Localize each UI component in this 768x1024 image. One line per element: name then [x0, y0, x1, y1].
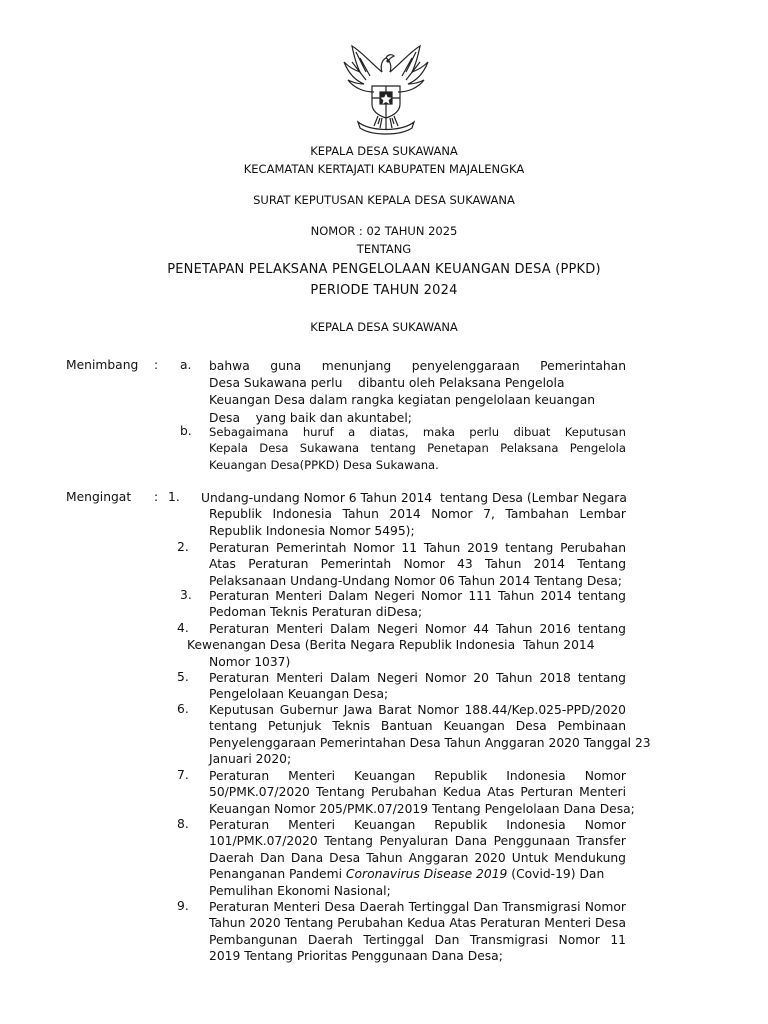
mengingat-marker-6: 6.: [177, 702, 189, 716]
text-line: Peraturan Menteri Dalam Negeri Nomor 111 Tahun 2014 tentang: [209, 589, 626, 603]
text-line: Peraturan Pemerintah Nomor 11 Tahun 2019 tentang Perubahan: [209, 541, 626, 555]
text-fragment: Penanganan Pandemi: [209, 867, 346, 882]
text-line: Peraturan Menteri Keuangan Republik Indonesia Nomor: [209, 769, 626, 783]
text-line: Republik Indonesia Tahun 2014 Nomor 7, Tambahan Lembar: [209, 507, 626, 522]
mengingat-item-4: [187, 621, 626, 670]
menimbang-item-a: [209, 358, 626, 427]
text-line: Desa yang baik dan akuntabel;: [209, 410, 412, 425]
mengingat-item-9: [209, 899, 626, 965]
mengingat-marker-4: 4.: [177, 621, 189, 635]
text-line: Pengelolaan Keuangan Desa;: [209, 687, 389, 702]
text-fragment: (Covid-19) Dan: [507, 867, 605, 882]
text-line: Keuangan Desa(PPKD) Desa Sukawana.: [209, 457, 439, 472]
mengingat-marker-8: 8.: [177, 817, 189, 831]
text-line: Keuangan Desa dalam rangka kegiatan pengelolaan keuangan: [209, 393, 596, 408]
text-line: Peraturan Menteri Desa Daerah Tertinggal Dan Transmigrasi Nomor: [209, 900, 626, 914]
header-line-2: KECAMATAN KERTAJATI KABUPATEN MAJALENGKA: [243, 162, 525, 176]
mengingat-item-7: [209, 768, 635, 817]
text-line: Undang-undang Nomor 6 Tahun 2014 tentang Desa (Lembar Negara: [201, 491, 627, 505]
menimbang-marker-b: b.: [180, 424, 192, 438]
text-line: Peraturan Menteri Dalam Negeri Nomor 20 Tahun 2018 tentang: [209, 671, 626, 685]
text-line: 101/PMK.07/2020 Tentang Penyaluran Dana Penggunaan Transfer: [209, 834, 626, 849]
text-line: tentang Petunjuk Teknis Bantuan Keuangan Desa Pembinaan: [209, 719, 626, 734]
garuda-emblem-icon: [336, 42, 436, 136]
text-line: Keputusan Gubernur Jawa Barat Nomor 188.44/Kep.025-PPD/2020: [209, 703, 626, 717]
decree-title-line-2: PERIODE TAHUN 2024: [310, 283, 458, 298]
menimbang-marker-a: a.: [180, 358, 192, 372]
text-line: Nomor 1037): [209, 654, 291, 669]
mengingat-marker-7: 7.: [177, 768, 189, 782]
mengingat-marker-5: 5.: [177, 670, 189, 684]
text-line: Sebagaimana huruf a diatas, maka perlu dibuat Keputusan: [209, 425, 626, 439]
text-line: 50/PMK.07/2020 Tentang Perubahan Kedua Atas Perturan Menteri: [209, 785, 626, 800]
mengingat-item-8: [209, 817, 626, 899]
mengingat-item-3: [209, 588, 626, 621]
menimbang-colon: :: [154, 358, 159, 372]
text-line: Tahun 2020 Tentang Perubahan Kedua Atas Peraturan Menteri Desa: [209, 916, 626, 931]
mengingat-marker-9: 9.: [177, 899, 189, 913]
text-line: Kepala Desa Sukawana tentang Penetapan Pelaksana Pengelola: [209, 441, 626, 456]
text-line: Kewenangan Desa (Berita Negara Republik Indonesia Tahun 2014: [187, 638, 595, 653]
text-line: Peraturan Menteri Dalam Negeri Nomor 44 Tahun 2016 tentang: [209, 622, 626, 636]
text-line: [209, 866, 626, 882]
mengingat-item-2: [209, 540, 626, 589]
mengingat-item-5: [209, 670, 626, 703]
mengingat-item-1: [201, 490, 627, 539]
mengingat-colon: :: [154, 490, 159, 504]
text-line: Januari 2020;: [209, 752, 292, 767]
text-line: 2019 Tentang Prioritas Penggunaan Dana Desa;: [209, 949, 503, 964]
text-line: Atas Peraturan Pemerintah Nomor 43 Tahun 2014 Tentang: [209, 557, 626, 572]
text-line: Pemulihan Ekonomi Nasional;: [209, 883, 391, 898]
kepala-desa-heading: KEPALA DESA SUKAWANA: [310, 320, 458, 334]
italic-term: Coronavirus Disease 2019: [345, 867, 508, 882]
text-line: Peraturan Menteri Keuangan Republik Indonesia Nomor: [209, 818, 626, 832]
text-line: Pedoman Teknis Peraturan diDesa;: [209, 605, 423, 620]
text-line: Pembangunan Daerah Tertinggal Dan Transmigrasi Nomor 11: [209, 932, 626, 947]
mengingat-item-6: [209, 702, 651, 768]
text-line: Desa Sukawana perlu dibantu oleh Pelaksana Pengelola: [209, 376, 565, 391]
decree-title-line-1: PENETAPAN PELAKSANA PENGELOLAAN KEUANGAN DESA (PPKD): [167, 262, 601, 277]
mengingat-marker-3: 3.: [180, 588, 192, 602]
text-line: Daerah Dan Dana Desa Tahun Anggaran 2020 Untuk Mendukung: [209, 850, 626, 865]
text-line: Pelaksanaan Undang-Undang Nomor 06 Tahun 2014 Tentang Desa;: [209, 573, 622, 588]
decree-heading: SURAT KEPUTUSAN KEPALA DESA SUKAWANA: [253, 193, 515, 207]
mengingat-marker-2: 2.: [177, 540, 189, 554]
mengingat-marker-1: 1.: [168, 490, 180, 504]
mengingat-label: Mengingat: [66, 490, 132, 504]
text-line: bahwa guna menunjang penyelenggaraan Pemerintahan: [209, 359, 626, 373]
text-line: Penyelenggaraan Pemerintahan Desa Tahun Anggaran 2020 Tanggal 23: [209, 735, 651, 750]
decree-number: NOMOR : 02 TAHUN 2025: [310, 224, 458, 238]
header-line-1: KEPALA DESA SUKAWANA: [310, 144, 458, 158]
menimbang-label: Menimbang: [66, 358, 139, 372]
text-line: Keuangan Nomor 205/PMK.07/2019 Tentang Pengelolaan Dana Desa;: [209, 801, 635, 816]
tentang-label: TENTANG: [356, 242, 412, 256]
menimbang-item-b: [209, 424, 626, 473]
text-line: Republik Indonesia Nomor 5495);: [209, 523, 415, 538]
